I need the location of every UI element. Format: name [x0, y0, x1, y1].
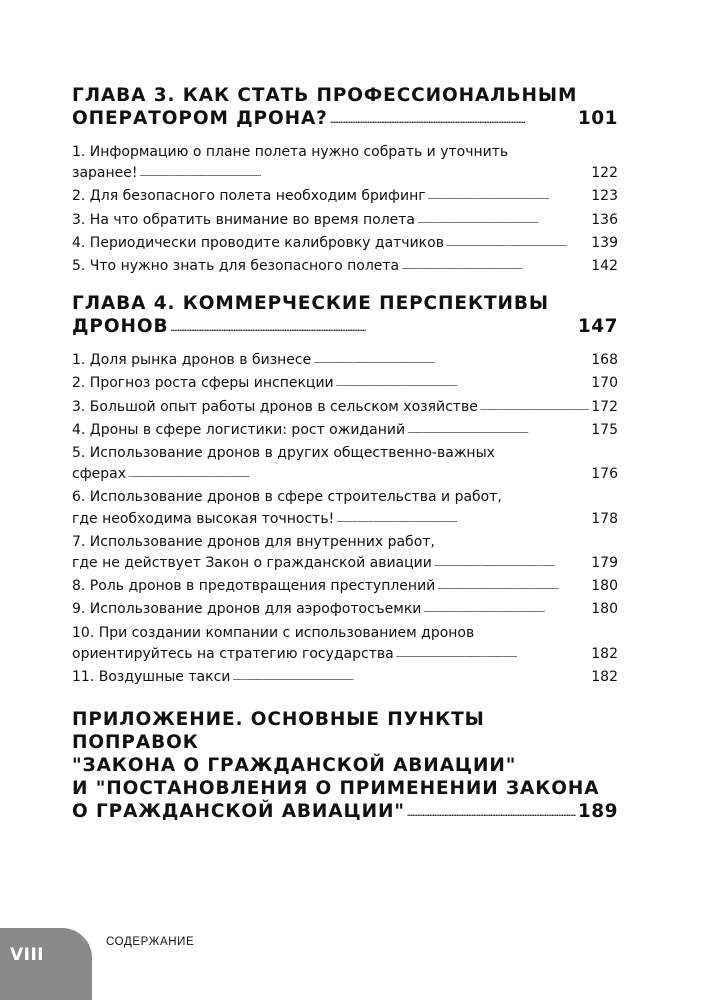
entry-page-number: 176 — [591, 466, 618, 483]
entry-page-number: 182 — [591, 669, 618, 686]
entry-text: где необходима высокая точность! — [72, 510, 335, 527]
entry-text: сферах — [72, 466, 127, 483]
dot-leader — [232, 666, 589, 689]
entry-text: 5. Использование дронов в других общественно-важных — [72, 445, 495, 462]
dot-leader — [336, 372, 590, 395]
chapter-heading — [72, 292, 618, 342]
entry-page-number: 180 — [591, 601, 618, 618]
entry-page-number: 142 — [591, 258, 618, 275]
toc-entry — [72, 256, 618, 279]
toc-entry — [72, 623, 618, 667]
entry-text: ориентируйтесь на стратегию государства — [72, 645, 394, 662]
dot-leader — [437, 575, 589, 598]
dot-leader — [139, 162, 589, 185]
table-of-contents — [72, 84, 618, 835]
dot-leader — [423, 598, 589, 621]
appendix-title-line: "ЗАКОНА О ГРАЖДАНСКОЙ АВИАЦИИ" — [72, 755, 517, 777]
dot-leader — [313, 349, 589, 372]
entry-text: 1. Информацию о плане полета нужно собрать и уточнить — [72, 144, 509, 160]
entry-text: 1. Доля рынка дронов в бизнесе — [72, 352, 312, 369]
chapter-page-number: 147 — [577, 316, 618, 338]
running-title: СОДЕРЖАНИЕ — [106, 936, 195, 948]
entry-text: 3. Большой опыт работы дронов в сельском хозяйстве — [72, 398, 478, 415]
toc-entry — [72, 599, 618, 622]
dot-leader — [446, 232, 589, 255]
entry-text: 9. Использование дронов для аэрофотосъемки — [72, 601, 422, 618]
toc-entry — [72, 233, 618, 256]
entry-text: заранее! — [72, 165, 138, 182]
appendix-title-line: И "ПОСТАНОВЛЕНИЯ О ПРИМЕНЕНИИ ЗАКОНА — [72, 778, 600, 800]
appendix-page-number: 189 — [577, 801, 618, 823]
chapter-title-line: ГЛАВА 3. КАК СТАТЬ ПРОФЕССИОНАЛЬНЫМ — [72, 85, 578, 106]
entry-text: 11. Воздушные такси — [72, 669, 231, 686]
dot-leader — [170, 314, 575, 341]
toc-entry — [72, 667, 618, 690]
entry-page-number: 175 — [591, 421, 618, 438]
dot-leader — [407, 419, 589, 442]
entry-text: 2. Для безопасного полета необходим брифинг — [72, 188, 426, 205]
chapter-title-line-with-page — [72, 107, 618, 134]
dot-leader — [407, 799, 576, 826]
entry-page-number: 136 — [591, 211, 618, 228]
page-footer — [0, 920, 702, 1000]
chapter-title-line-with-page — [72, 315, 618, 342]
toc-entry — [72, 210, 618, 233]
dot-leader — [428, 185, 590, 208]
dot-leader — [480, 396, 589, 419]
appendix-title-line-with-page — [72, 800, 618, 827]
entry-page-number: 178 — [591, 510, 618, 527]
toc-entry — [72, 443, 618, 487]
chapter-title-line: ГЛАВА 4. КОММЕРЧЕСКИЕ ПЕРСПЕКТИВЫ — [72, 293, 549, 315]
toc-entry — [72, 373, 618, 396]
toc-entry — [72, 142, 618, 186]
toc-entry — [72, 350, 618, 373]
entry-page-number: 182 — [591, 645, 618, 662]
entry-text: 2. Прогноз роста сферы инспекции — [72, 375, 334, 392]
entry-page-number: 172 — [591, 398, 618, 415]
entry-page-number: 122 — [591, 165, 618, 182]
appendix-title-line: О ГРАЖДАНСКОЙ АВИАЦИИ" — [72, 801, 405, 823]
entry-text: 8. Роль дронов в предотвращения преступлений — [72, 578, 436, 595]
page-folio: VIII — [10, 945, 45, 965]
toc-entry — [72, 397, 618, 420]
entry-text: 5. Что нужно знать для безопасного полета — [72, 258, 400, 275]
entry-text: 10. При создании компании с использованием дронов — [72, 624, 475, 641]
entry-text: 4. Дроны в сфере логистики: рост ожиданий — [72, 421, 406, 438]
dot-leader — [401, 255, 589, 278]
chapter-heading — [72, 84, 618, 134]
toc-entry — [72, 487, 618, 531]
dot-leader — [330, 106, 576, 133]
chapter-title-line: ДРОНОВ — [72, 316, 169, 338]
entry-text: 4. Периодически проводите калибровку датчиков — [72, 234, 444, 251]
entry-page-number: 180 — [591, 578, 618, 595]
chapter-page-number: 101 — [577, 108, 618, 129]
toc-entry — [72, 576, 618, 599]
entry-page-number: 139 — [591, 234, 618, 251]
entry-text: 3. На что обратить внимание во время полета — [72, 211, 416, 228]
entry-page-number: 179 — [591, 555, 618, 572]
toc-entry — [72, 532, 618, 576]
dot-leader — [417, 209, 589, 232]
entry-text: 7. Использование дронов для внутренних работ, — [72, 533, 435, 550]
chapter-title-line: ОПЕРАТОРОМ ДРОНА? — [72, 108, 328, 129]
entry-page-number: 123 — [591, 188, 618, 205]
appendix-title-line: ПРИЛОЖЕНИЕ. ОСНОВНЫЕ ПУНКТЫ ПОПРАВОК — [72, 709, 485, 754]
dot-leader — [396, 643, 590, 666]
entry-page-number: 168 — [591, 352, 618, 369]
entry-page-number: 170 — [591, 375, 618, 392]
toc-entry — [72, 420, 618, 443]
entry-text: где не действует Закон о гражданской авиации — [72, 555, 432, 572]
appendix-heading — [72, 708, 618, 827]
dot-leader — [434, 552, 589, 575]
entry-text: 6. Использование дронов в сфере строительства и работ, — [72, 489, 502, 506]
dot-leader — [336, 508, 589, 531]
dot-leader — [128, 463, 589, 486]
folio-tab — [0, 928, 92, 1000]
toc-entry — [72, 186, 618, 209]
